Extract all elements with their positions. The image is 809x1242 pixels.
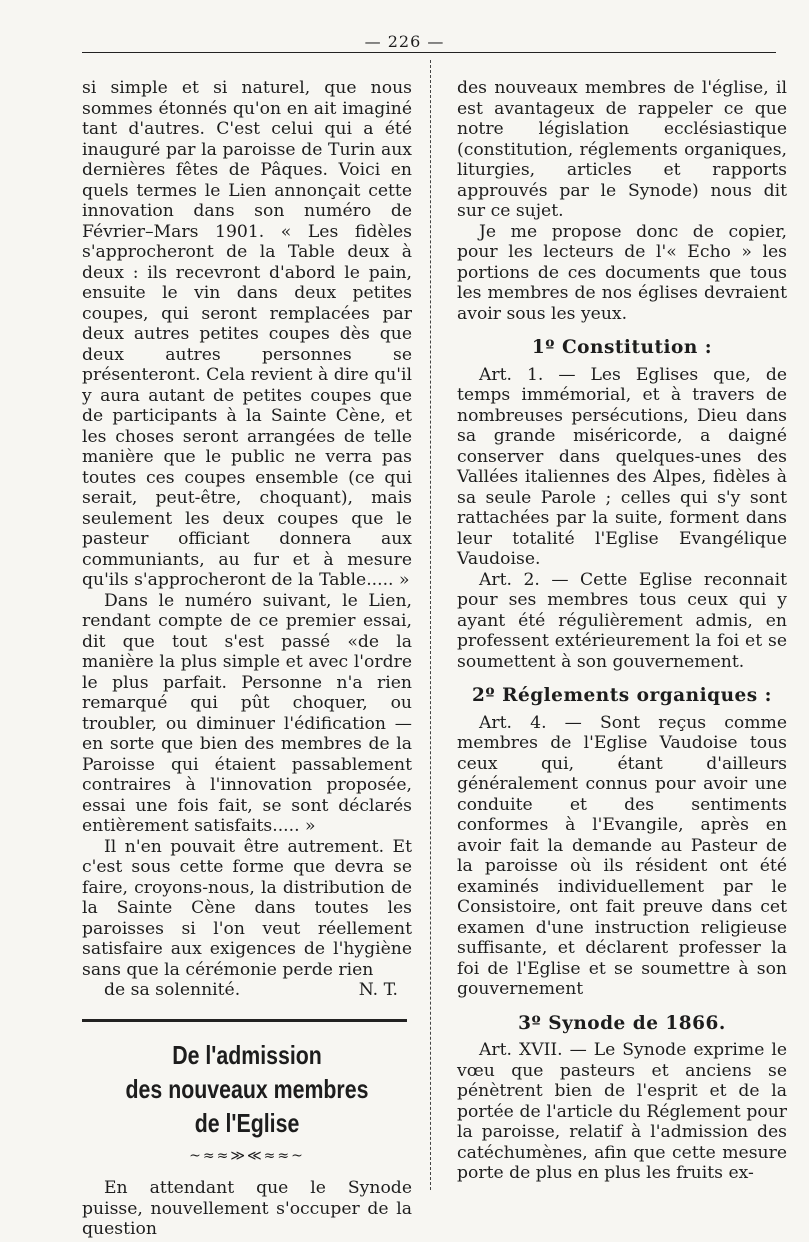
article-xvii: Art. XVII. — Le Synode exprime le vœu que pasteurs et anciens se pénètrent bien de l'esprit et de la portée de l'article du Réglement pour la paroisse, relatif à l'admission des catéchumènes, afin que cette mesure porte de plus en plus les fruits ex-: [457, 1040, 787, 1183]
page-number: — 226 —: [364, 32, 445, 51]
ornament: ~≈≈≫≪≈≈~: [189, 1147, 305, 1164]
left-paragraph-3: Il n'en pouvait être autrement. Et c'est sous cette forme que devra se faire, croyons-nous, la distribution de la Sainte Cène dans toutes les paroisses si l'on veut réellement satisfaire aux exigences de l'hygiène sans que la cérémonie perde rien: [82, 836, 412, 980]
section-heading-reglements: 2º Réglements organiques :: [472, 685, 772, 706]
article-1: Art. 1. — Les Eglises que, de temps immémorial, et à travers de nombreuses persécutions, Dieu dans sa grande miséricorde, a daigné conserver dans quelques-unes des Vallées italiennes des Alpes, fidèles à sa seule Parole ; celles qui s'y sont rattachées par la suite, forment dans leur totalité l'Eglise Evangélique Vaudoise.: [457, 364, 787, 569]
left-paragraph-2: Dans le numéro suivant, le Lien, rendant compte de ce premier essai, dit que tout s'est passé «de la manière la plus simple et avec l'ordre le plus parfait. Personne n'a rien remarqué qui pût choquer, ou troubler, ou diminuer l'édification — en sorte que bien des membres de la Paroisse qui étaient passablement contraires à l'innovation proposée, essai une fois fait, se sont déclarés entièrement satisfaits..... »: [82, 590, 412, 836]
right-paragraph-2: Je me propose donc de copier, pour les lecteurs de l'« Echo » les portions de ces documents que tous les membres de nos églises devraient avoir sous les yeux.: [457, 221, 787, 324]
article-4: Art. 4. — Sont reçus comme membres de l'Eglise Vaudoise tous ceux qui, étant d'ailleurs généralement connus pour avoir une conduite et des sentiments conformes à l'Evangile, après en avoir fait la demande au Pasteur de la paroisse où ils résident ont été examinés individuellement par le Consistoire, ont fait preuve dans cet examen d'une instruction religieuse suffisante, et déclarent professer la foi de l'Eglise et se soumettre à son gouvernement: [457, 712, 787, 999]
signature-line: [82, 980, 412, 1001]
signature: N. T.: [358, 980, 398, 1000]
article-title: [112, 1038, 383, 1140]
right-paragraph-1: des nouveaux membres de l'église, il est avantageux de rappeler ce que notre législation ecclésiastique (constitution, réglements organiques, liturgies, articles et rapports approuvés par le Synode) nous dit sur ce sujet.: [457, 78, 787, 221]
closing-phrase: de sa solennité.: [104, 980, 241, 1000]
left-paragraph-1: si simple et si naturel, que nous sommes étonnés qu'on en ait imaginé tant d'autres. C'est celui qui a été inauguré par la paroisse de Turin aux dernières fêtes de Pâques. Voici en quels termes le Lien annonçait cette innovation dans son numéro de Février–Mars 1901. « Les fidèles s'approcheront de la Table deux à deux : ils recevront d'abord le pain, ensuite le vin dans deux petites coupes, qui seront remplacées par deux autres petites coupes dès que deux autres personnes se présenteront. Cela revient à dire qu'il y aura autant de petites coupes que de participants à la Sainte Cène, et les choses seront arrangées de telle manière que le public ne verra pas toutes ces coupes ensemble (ce qui serait, peut-être, choquant), mais seulement les deux coupes que le pasteur officiant donnera aux communiants, au fur et à mesure qu'ils s'approcheront de la Table..... »: [82, 78, 412, 590]
article-title-line-2: des nouveaux membres de l'Eglise: [125, 1073, 369, 1138]
article-2: Art. 2. — Cette Eglise reconnait pour ses membres tous ceux qui y ayant été régulièrement admis, en professent extérieurement la foi et se soumettent à son gouvernement.: [457, 569, 787, 672]
section-heading-synode: 3º Synode de 1866.: [518, 1012, 726, 1034]
right-column: [457, 78, 787, 1184]
left-column: [82, 78, 412, 1240]
column-divider: [430, 60, 431, 1190]
article-title-line-1: De l'admission: [172, 1039, 322, 1070]
header-rule: [82, 52, 776, 53]
article-intro: En attendant que le Synode puisse, nouvellement s'occuper de la question: [82, 1178, 412, 1239]
article-rule: [82, 1019, 407, 1022]
section-heading-constitution: 1º Constitution :: [531, 337, 713, 358]
